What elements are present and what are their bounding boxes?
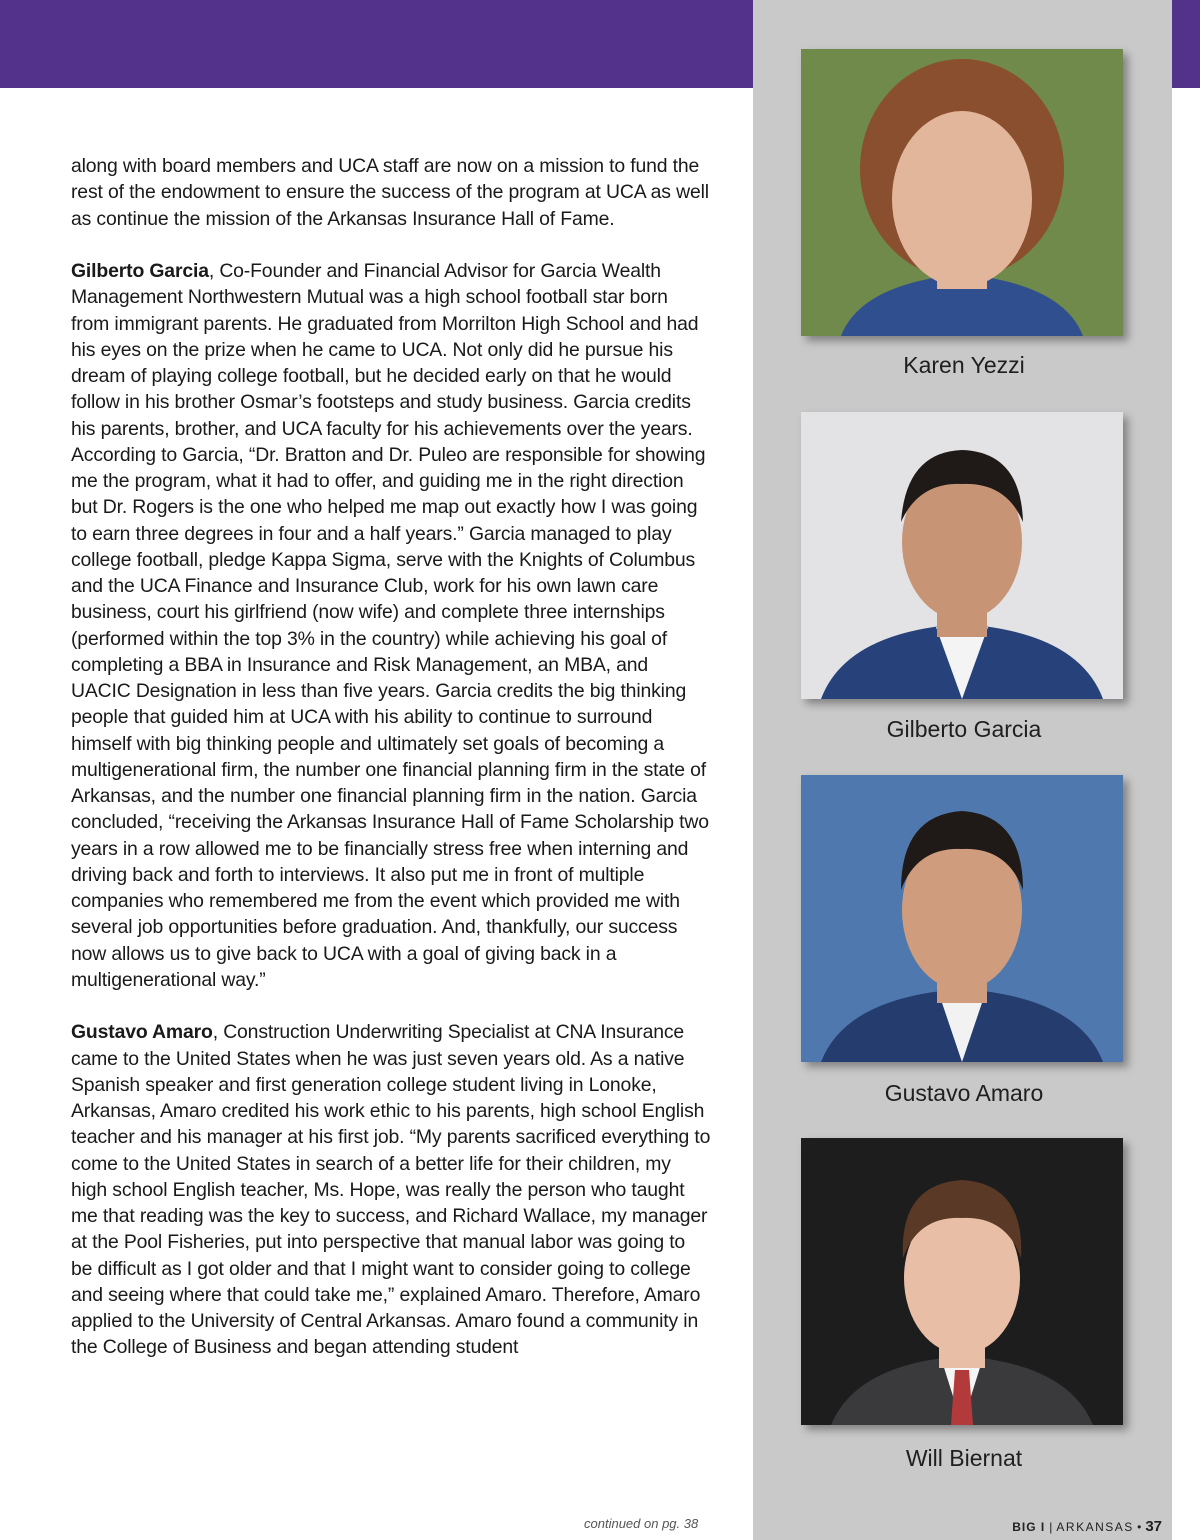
folio-bullet: • bbox=[1137, 1520, 1142, 1534]
continued-note: continued on pg. 38 bbox=[584, 1516, 699, 1531]
amaro-text: , Construction Underwriting Specialist at CNA Insurance came to the United States when he was just seven years old. As a native Spanish speaker and first generation college student living in Lonoke, Arkansas, Amaro credited his work ethic to his parents, high school English teacher and his manager at his first job. “My parents sacrificed everything to come to the United States in search of a better life for their children, my high school English teacher, Ms. Hope, was really the person who taught me that reading was the key to success, and Richard Wallace, my manager at the Pool Fisheries, put into perspective that manual labor was going to be difficult as I got older and that I might want to consider going to college and seeing where that could take me,” explained Amaro. Therefore, Amaro applied to the University of Central Arkansas. Amaro found a community in the College of Business and began attending student bbox=[71, 1021, 711, 1359]
page-number: 37 bbox=[1145, 1518, 1162, 1535]
portrait-photo bbox=[801, 49, 1123, 336]
portrait-photo bbox=[801, 412, 1123, 699]
photo-caption: Will Biernat bbox=[905, 1445, 1023, 1471]
header-purple-band bbox=[0, 0, 753, 88]
photo-caption: Gilberto Garcia bbox=[886, 716, 1042, 742]
article-body bbox=[71, 153, 711, 1387]
folio-separator: | bbox=[1049, 1520, 1053, 1534]
portrait-photo bbox=[801, 1138, 1123, 1425]
garcia-paragraph bbox=[71, 258, 711, 993]
header-purple-band-right bbox=[1172, 0, 1200, 88]
amaro-name: Gustavo Amaro bbox=[71, 1021, 213, 1044]
amaro-paragraph bbox=[71, 1019, 711, 1360]
intro-paragraph: along with board members and UCA staff are now on a mission to fund the rest of the endowment to ensure the success of the program at UCA as well as continue the mission of the Arkansas Insurance Hall of Fame. bbox=[71, 155, 709, 230]
portrait-photo bbox=[801, 775, 1123, 1062]
publication-name: BIG I bbox=[1012, 1520, 1046, 1534]
section-name: ARKANSAS bbox=[1056, 1520, 1134, 1534]
photo-caption: Gustavo Amaro bbox=[884, 1080, 1044, 1106]
garcia-name: Gilberto Garcia bbox=[71, 260, 209, 282]
photo-caption: Karen Yezzi bbox=[903, 352, 1025, 378]
garcia-text: , Co-Founder and Financial Advisor for Garcia Wealth Management Northwestern Mutual was a high school football star born from immigrant parents. He graduated from Morrilton High School and had his eyes on the prize when he came to UCA. Not only did he pursue his dream of playing college football, but he decided early on that he would follow in his brother Osmar’s footsteps and study business. Garcia credits his parents, brother, and UCA faculty for his achievements over the years. According to Garcia, “Dr. Bratton and Dr. Puleo are responsible for showing me the program, what it had to offer, and guiding me in the right direction but Dr. Rogers is the one who helped me map out exactly how I was going to earn three degrees in four and a half years.” Garcia managed to play college football, pledge Kappa Sigma, serve with the Knights of Columbus and the UCA Finance and Insurance Club, work for his own lawn care business, court his girlfriend (now wife) and complete three internships (performed within the top 3% in the country) while achieving his goal of completing a BBA in Insurance and Risk Management, an MBA, and UACIC Designation in less than five years. Garcia credits the big thinking people that guided him at UCA with his ability to continue to surround himself with big thinking people and ultimately set goals of becoming a multigenerational firm, the number one financial planning firm in the state of Arkansas, and the number one financial planning firm in the nation. Garcia concluded, “receiving the Arkansas Insurance Hall of Fame Scholarship two years in a row allowed me to be financially stress free when interning and driving back and forth to interviews. It also put me in front of multiple companies who remembered me from the event which provided me with several job opportunities before graduation. And, thankfully, our success now allows us to give back to UCA with a goal of giving back in a multigenerational way.” bbox=[71, 260, 709, 991]
face-shape bbox=[892, 111, 1032, 287]
page-folio bbox=[1012, 1518, 1162, 1535]
